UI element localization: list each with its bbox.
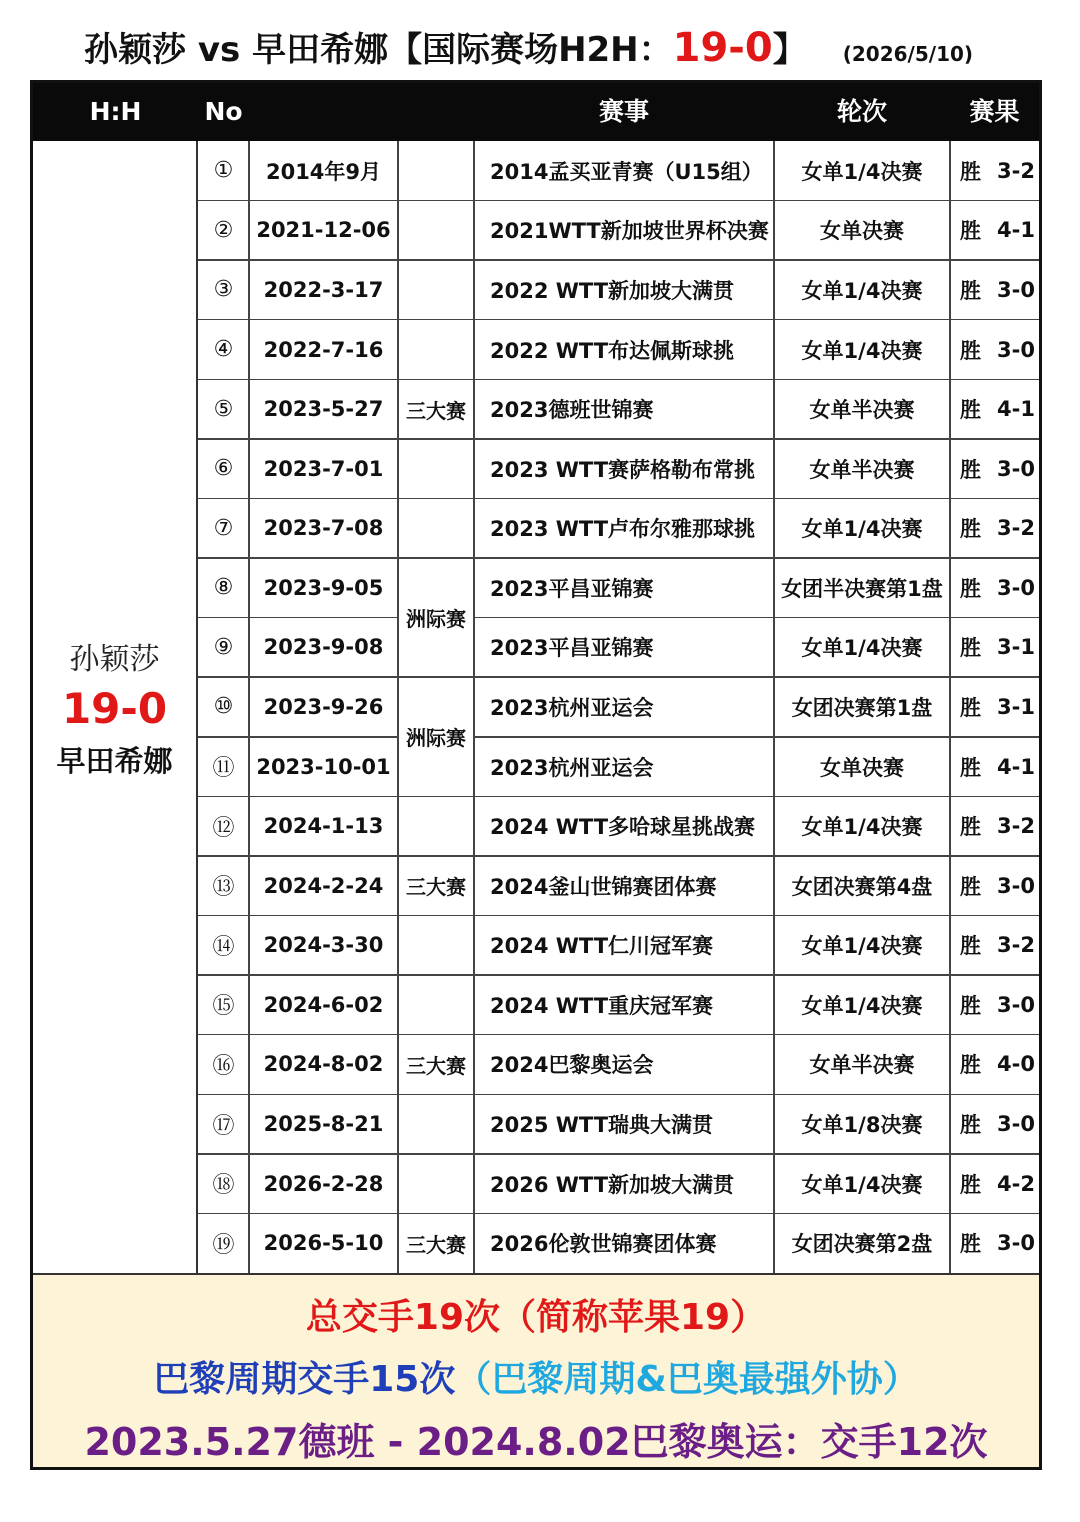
row-number: ⑰ (212, 1113, 235, 1139)
result-score: 3-0 (997, 575, 1035, 600)
result-win-label: 胜 (960, 278, 981, 303)
row-result (950, 320, 1039, 380)
row-result (950, 677, 1039, 737)
summary-paris-cycle (33, 1351, 1039, 1402)
grid-line (198, 498, 1039, 500)
result-win-label: 胜 (960, 576, 981, 601)
row-event: 2023杭州亚运会 (490, 755, 654, 780)
result-win-label: 胜 (960, 1232, 981, 1257)
row-date: 2023-7-08 (263, 516, 384, 541)
row-round: 女单1/4决赛 (801, 159, 923, 184)
h2h-table (30, 80, 1042, 1470)
row-result (950, 1213, 1039, 1273)
row-round: 女单决赛 (820, 219, 904, 244)
row-number: ① (213, 158, 234, 184)
table-body (198, 141, 1039, 1273)
grid-line (198, 855, 1039, 857)
result-score: 4-2 (997, 1171, 1035, 1196)
grid-line (198, 1213, 1039, 1215)
row-result (950, 1154, 1039, 1214)
summary-paris-note: （巴黎周期&巴奥最强外协） (455, 1359, 919, 1400)
grid-line (198, 557, 1039, 559)
table-row (198, 558, 1039, 618)
table-row (198, 916, 1039, 976)
row-event: 2024釜山世锦赛团体赛 (490, 874, 717, 899)
table-row (198, 618, 1039, 678)
grid-line (198, 200, 1039, 202)
grid-line (198, 617, 398, 619)
table-header (33, 83, 1039, 141)
row-date: 2024-2-24 (263, 873, 384, 898)
side-summary (33, 141, 198, 1273)
result-score: 3-0 (997, 1231, 1035, 1256)
row-event: 2014孟买亚青赛（U15组） (490, 159, 763, 184)
result-score: 3-2 (997, 814, 1035, 839)
table-row (198, 796, 1039, 856)
row-result (950, 558, 1039, 618)
header-result: 赛果 (969, 97, 1020, 126)
grid-line (198, 1034, 1039, 1036)
type-cell-major: 三大赛 (406, 1054, 466, 1079)
row-number: ⑭ (212, 934, 235, 960)
row-date: 2024-8-02 (263, 1052, 384, 1077)
title-date: (2026/5/10) (842, 42, 974, 66)
table-row (198, 498, 1039, 558)
table-row (198, 737, 1039, 797)
side-score: 19-0 (61, 684, 168, 733)
table-row (198, 856, 1039, 916)
result-win-label: 胜 (960, 517, 981, 542)
result-win-label: 胜 (960, 219, 981, 244)
row-round: 女单半决赛 (809, 1053, 915, 1078)
row-round: 女单1/4决赛 (801, 338, 923, 363)
grid-line (198, 736, 398, 738)
result-win-label: 胜 (960, 1172, 981, 1197)
row-round: 女单1/4决赛 (801, 1172, 923, 1197)
row-result (950, 1094, 1039, 1154)
row-date: 2024-3-30 (263, 933, 384, 958)
title-bracket: 】 (772, 30, 807, 70)
row-round: 女单半决赛 (809, 398, 915, 423)
row-result (950, 856, 1039, 916)
row-round: 女单1/4决赛 (801, 278, 923, 303)
table-row (198, 1094, 1039, 1154)
result-win-label: 胜 (960, 934, 981, 959)
header-no: No (204, 97, 243, 126)
row-date: 2022-7-16 (263, 337, 384, 362)
type-cell-continental: 洲际赛 (406, 726, 466, 751)
row-date: 2023-9-08 (263, 635, 384, 660)
row-result (950, 737, 1039, 797)
row-result (950, 260, 1039, 320)
row-result (950, 975, 1039, 1035)
result-win-label: 胜 (960, 159, 981, 184)
row-result (950, 618, 1039, 678)
result-win-label: 胜 (960, 398, 981, 423)
table-row (198, 1213, 1039, 1273)
header-hh: H:H (89, 97, 142, 126)
result-score: 3-2 (997, 933, 1035, 958)
result-win-label: 胜 (960, 815, 981, 840)
result-win-label: 胜 (960, 695, 981, 720)
row-number: ⑪ (212, 756, 235, 782)
row-event: 2024巴黎奥运会 (490, 1053, 654, 1078)
type-cell-major: 三大赛 (406, 875, 466, 900)
summary-panel (33, 1273, 1039, 1467)
grid-line (773, 141, 775, 1273)
row-event: 2023杭州亚运会 (490, 695, 654, 720)
row-number: ⑬ (212, 875, 235, 901)
result-score: 3-0 (997, 1112, 1035, 1137)
row-date: 2023-5-27 (263, 397, 384, 422)
table-row (198, 201, 1039, 261)
row-event: 2024 WTT仁川冠军赛 (490, 934, 714, 959)
row-event: 2023 WTT赛萨格勒布常挑 (490, 457, 756, 482)
type-cell-major: 三大赛 (406, 1233, 466, 1258)
row-event: 2022 WTT新加坡大满贯 (490, 278, 735, 303)
row-round: 女单1/4决赛 (801, 993, 923, 1018)
row-round: 女单1/4决赛 (801, 517, 923, 542)
row-date: 2014年9月 (265, 159, 382, 184)
row-event: 2026 WTT新加坡大满贯 (490, 1172, 735, 1197)
result-win-label: 胜 (960, 874, 981, 899)
grid-line (198, 1094, 1039, 1096)
row-number: ③ (213, 277, 234, 303)
result-win-label: 胜 (960, 1053, 981, 1078)
row-date: 2021-12-06 (256, 218, 391, 243)
row-event: 2024 WTT重庆冠军赛 (490, 993, 714, 1018)
grid-line (473, 141, 475, 1273)
grid-line (198, 1153, 1039, 1155)
row-result (950, 1035, 1039, 1095)
result-score: 4-1 (997, 218, 1035, 243)
table-row (198, 677, 1039, 737)
row-number: ⑲ (212, 1232, 235, 1258)
grid-line (248, 141, 250, 1273)
row-result (950, 201, 1039, 261)
row-date: 2026-2-28 (263, 1171, 384, 1196)
grid-line (397, 141, 399, 1273)
header-event: 赛事 (598, 97, 649, 126)
result-score: 3-1 (997, 635, 1035, 660)
row-date: 2024-1-13 (263, 814, 384, 839)
result-score: 3-0 (997, 873, 1035, 898)
grid-line (198, 379, 1039, 381)
grid-line (474, 617, 1039, 619)
table-row (198, 1154, 1039, 1214)
result-win-label: 胜 (960, 338, 981, 363)
result-score: 4-1 (997, 397, 1035, 422)
row-round: 女单1/4决赛 (801, 934, 923, 959)
result-score: 4-0 (997, 1052, 1035, 1077)
row-date: 2023-9-26 (263, 694, 384, 719)
row-date: 2023-9-05 (263, 575, 384, 600)
result-score: 3-0 (997, 337, 1035, 362)
grid-line (198, 259, 1039, 261)
result-score: 3-2 (997, 516, 1035, 541)
row-round: 女团决赛第1盘 (791, 695, 933, 720)
grid-line (198, 319, 1039, 321)
result-win-label: 胜 (960, 457, 981, 482)
result-score: 3-0 (997, 277, 1035, 302)
type-cell-continental: 洲际赛 (406, 607, 466, 632)
row-event: 2024 WTT多哈球星挑战赛 (490, 815, 756, 840)
grid-line (474, 736, 1039, 738)
player-a-name: 孙颖莎 (69, 642, 160, 677)
row-number: ⑤ (213, 396, 234, 422)
row-event: 2023平昌亚锦赛 (490, 636, 654, 661)
row-number: ⑥ (213, 456, 234, 482)
summary-paris-count: 巴黎周期交手15次 (153, 1359, 456, 1400)
row-number: ② (213, 217, 234, 243)
title-score: 19-0 (672, 25, 773, 71)
grid-line (198, 796, 1039, 798)
row-round: 女团决赛第4盘 (791, 874, 933, 899)
table-row (198, 1035, 1039, 1095)
header-round: 轮次 (836, 97, 887, 126)
row-number: ④ (213, 337, 234, 363)
row-round: 女团半决赛第1盘 (781, 576, 943, 601)
row-round: 女单1/8决赛 (801, 1113, 923, 1138)
row-result (950, 498, 1039, 558)
table-row (198, 439, 1039, 499)
result-score: 3-0 (997, 992, 1035, 1017)
row-number: ⑯ (212, 1053, 235, 1079)
table-row (198, 975, 1039, 1035)
table-row (198, 379, 1039, 439)
row-date: 2023-10-01 (256, 754, 391, 779)
grid-line (198, 438, 1039, 440)
result-score: 3-1 (997, 694, 1035, 719)
summary-period: 2023.5.27德班 - 2024.8.02巴黎奥运：交手12次 (84, 1420, 988, 1464)
result-score: 3-2 (997, 158, 1035, 183)
row-date: 2023-7-01 (263, 456, 384, 481)
result-win-label: 胜 (960, 636, 981, 661)
row-date: 2024-6-02 (263, 992, 384, 1017)
result-score: 4-1 (997, 754, 1035, 779)
row-event: 2022 WTT布达佩斯球挑 (490, 338, 735, 363)
row-round: 女团决赛第2盘 (791, 1232, 933, 1257)
row-event: 2021WTT新加坡世界杯决赛 (490, 219, 769, 244)
row-number: ⑱ (212, 1173, 235, 1199)
result-score: 3-0 (997, 456, 1035, 481)
grid-line (949, 141, 951, 1273)
row-result (950, 141, 1039, 201)
summary-total: 总交手19次（简称苹果19） (305, 1297, 767, 1338)
row-date: 2026-5-10 (263, 1231, 384, 1256)
table-row (198, 320, 1039, 380)
result-win-label: 胜 (960, 1113, 981, 1138)
row-number: ⑮ (212, 994, 235, 1020)
type-cell-major: 三大赛 (406, 398, 466, 423)
grid-line (198, 676, 1039, 678)
row-number: ⑫ (212, 815, 235, 841)
grid-line (198, 974, 1039, 976)
row-result (950, 916, 1039, 976)
row-round: 女单决赛 (820, 755, 904, 780)
row-event: 2025 WTT瑞典大满贯 (490, 1113, 714, 1138)
row-event: 2023 WTT卢布尔雅那球挑 (490, 517, 756, 542)
row-number: ⑦ (213, 515, 234, 541)
row-date: 2022-3-17 (263, 277, 384, 302)
title-text: 孙颖莎 vs 早田希娜【国际赛场H2H： (84, 30, 673, 70)
table-row (198, 260, 1039, 320)
row-round: 女单半决赛 (809, 457, 915, 482)
player-b-name: 早田希娜 (56, 744, 173, 778)
result-win-label: 胜 (960, 993, 981, 1018)
row-event: 2026伦敦世锦赛团体赛 (490, 1232, 717, 1257)
row-event: 2023平昌亚锦赛 (490, 576, 654, 601)
grid-line (198, 915, 1039, 917)
row-result (950, 379, 1039, 439)
row-number: ⑨ (213, 634, 234, 660)
row-number: ⑩ (213, 694, 234, 720)
result-win-label: 胜 (960, 755, 981, 780)
page-title (0, 22, 1080, 82)
row-result (950, 796, 1039, 856)
table-row (198, 141, 1039, 201)
row-number: ⑧ (213, 575, 234, 601)
row-result (950, 439, 1039, 499)
row-event: 2023德班世锦赛 (490, 398, 654, 423)
row-date: 2025-8-21 (263, 1112, 384, 1137)
row-round: 女单1/4决赛 (801, 815, 923, 840)
row-round: 女单1/4决赛 (801, 636, 923, 661)
